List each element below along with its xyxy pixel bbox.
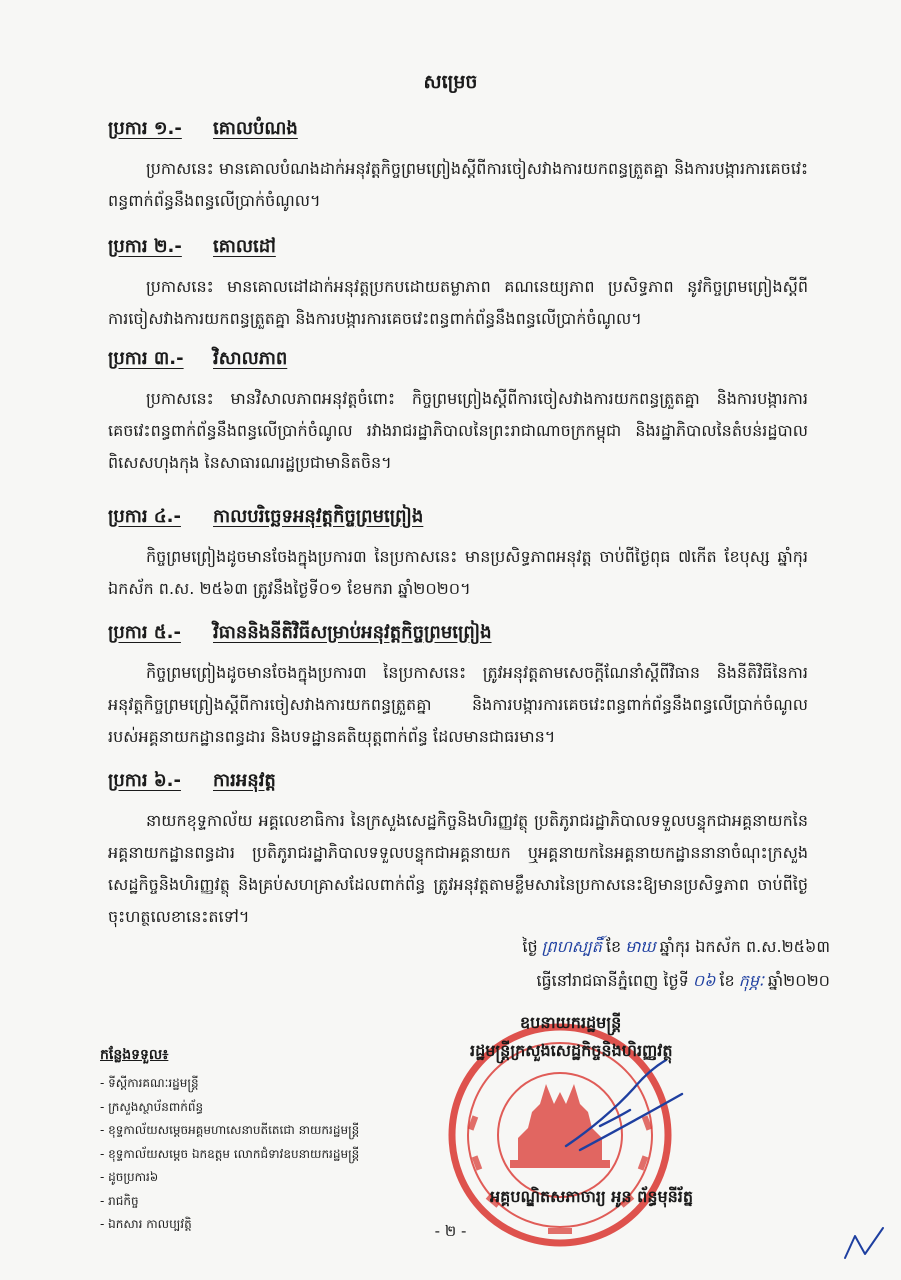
article-header bbox=[108, 504, 808, 531]
solar-year: ឆ្នាំ២០២០ bbox=[767, 971, 830, 990]
article-body: កិច្ចព្រមព្រៀងដូចមានចែងក្នុងប្រការ៣ នៃប្រកាសនេះ មានប្រសិទ្ធភាពអនុវត្ត ចាប់ពីថ្ងៃពុធ ៧កើត ខែបុស្ស ឆ្នាំកុរ ឯកស័ក ព.ស. ២៥៦៣ ត្រូវនឹងថ្ងៃទី០១ ខែមករា ឆ្នាំ២០២០។ bbox=[108, 547, 808, 598]
article-number: ប្រការ ៤.- bbox=[108, 506, 181, 527]
article-number: ប្រការ ៣.- bbox=[108, 348, 184, 369]
article-5 bbox=[108, 620, 808, 753]
recipient-item: - ដូចប្រការ៦ bbox=[100, 1170, 159, 1184]
recipient-item: - ទីស្ដីការគណៈរដ្ឋមន្ត្រី bbox=[100, 1076, 199, 1090]
recipient-item: - ឯកសារ កាលប្បវត្តិ bbox=[100, 1217, 192, 1231]
article-body: ប្រកាសនេះ មានវិសាលភាពអនុវត្តចំពោះ កិច្ចព្រមព្រៀងស្ដីពីការចៀសវាងការយកពន្ធត្រួតគ្នា និងការបង្ការការគេចវេះពន្ធពាក់ព័ន្ធនឹងពន្ធលើប្រាក់ចំណូល រវាងរាជរដ្ឋាភិបាលនៃព្រះរាជាណាចក្រកម្ពុជា និងរដ្ឋាភិបាលនៃតំបន់រដ្ឋបាលពិសេសហុងកុង នៃសាធារណរដ្ឋប្រជាមានិតចិន។ bbox=[108, 389, 808, 472]
solar-month-handwritten: កុម្ភៈ bbox=[738, 971, 764, 990]
lunar-date-line bbox=[410, 930, 830, 964]
article-body: ប្រកាសនេះ មានគោលដៅដាក់អនុវត្តប្រកបដោយតម្លាភាព គណនេយ្យភាព ប្រសិទ្ធភាព នូវកិច្ចព្រមព្រៀងស្ដីពីការចៀសវាងការយកពន្ធត្រួតគ្នា និងការបង្ការការគេចវេះពន្ធពាក់ព័ន្ធនឹងពន្ធលើប្រាក់ចំណូល។ bbox=[108, 277, 808, 328]
article-title: វិសាលភាព bbox=[213, 348, 288, 369]
recipients-block bbox=[100, 1045, 430, 1237]
article-title: វិធាននិងនីតិវិធីសម្រាប់អនុវត្តកិច្ចព្រមព្រៀង bbox=[213, 622, 492, 643]
initial-mark-icon bbox=[841, 1224, 887, 1264]
signer-rank: ឧបនាយករដ្ឋមន្ត្រី bbox=[520, 1013, 622, 1032]
lunar-suffix: ឆ្នាំកុរ ឯកស័ក ព.ស.២៥៦៣ bbox=[659, 937, 830, 956]
article-header bbox=[108, 620, 808, 647]
lunar-month-label: ខែ bbox=[605, 937, 622, 956]
lunar-month-handwritten: មាឃ bbox=[625, 937, 656, 956]
article-3 bbox=[108, 346, 808, 479]
recipients-title: កន្លែងទទួល៖ bbox=[100, 1047, 169, 1063]
solar-month-label: ខែ bbox=[719, 971, 735, 990]
recipient-item: - ខុទ្ទកាល័យសម្ដេច ឯកឧត្ដម លោកជំទាវឧបនាយករដ្ឋមន្ត្រី bbox=[100, 1146, 360, 1161]
article-header bbox=[108, 234, 808, 261]
article-number: ប្រការ ១.- bbox=[108, 118, 182, 139]
solar-prefix: ធ្វើនៅរាជធានីភ្នំពេញ ថ្ងៃទី bbox=[536, 971, 689, 990]
article-header bbox=[108, 116, 808, 143]
article-4 bbox=[108, 504, 808, 605]
article-title: គោលបំណង bbox=[213, 118, 298, 139]
decision-heading: សម្រេច bbox=[423, 71, 478, 93]
solar-day-handwritten: ០៦ bbox=[692, 971, 716, 990]
article-body: កិច្ចព្រមព្រៀងដូចមានចែងក្នុងប្រការ៣ នៃប្រកាសនេះ ត្រូវអនុវត្តតាមសេចក្ដីណែនាំស្ដីពីវិធាន និងនីតិវិធីនៃការអនុវត្តកិច្ចព្រមព្រៀងស្ដីពីការចៀសវាងការយកពន្ធត្រួតគ្នា និងការបង្ការការគេចវេះពន្ធពាក់ព័ន្ធនឹងពន្ធលើប្រាក់ចំណូល របស់អគ្គនាយកដ្ឋានពន្ធដារ និងបទដ្ឋានគតិយុត្តពាក់ព័ន្ធ ដែលមានជាធរមាន។ bbox=[108, 663, 808, 746]
recipient-item: - ក្រសួងស្ថាប័នពាក់ព័ន្ធ bbox=[100, 1099, 204, 1114]
lunar-day-handwritten: ព្រហស្បតិ៍ bbox=[541, 937, 602, 956]
article-number: ប្រការ ២.- bbox=[108, 236, 182, 257]
article-title: ការអនុវត្ត bbox=[213, 770, 276, 791]
article-header bbox=[108, 346, 808, 373]
signature-icon bbox=[560, 1050, 690, 1160]
article-header bbox=[108, 768, 808, 795]
article-number: ប្រការ ៦.- bbox=[108, 770, 181, 791]
signer-name: អគ្គបណ្ឌិតសភាចារ្យ អូន ព័ន្ធមុនីរ័ត្ន bbox=[490, 1187, 694, 1206]
recipient-item: - រាជកិច្ច bbox=[100, 1193, 139, 1208]
article-title: គោលដៅ bbox=[213, 236, 276, 257]
article-6 bbox=[108, 768, 808, 933]
article-1 bbox=[108, 116, 808, 217]
article-2 bbox=[108, 234, 808, 335]
solar-date-line bbox=[410, 964, 830, 998]
recipient-item: - ខុទ្ទកាល័យសម្ដេចអគ្គមហាសេនាបតីតេជោ នាយករដ្ឋមន្ត្រី bbox=[100, 1123, 360, 1137]
article-body: ប្រកាសនេះ មានគោលបំណងដាក់អនុវត្តកិច្ចព្រមព្រៀងស្ដីពីការចៀសវាងការយកពន្ធត្រួតគ្នា និងការបង្ការការគេចវេះពន្ធពាក់ព័ន្ធនឹងពន្ធលើប្រាក់ចំណូល។ bbox=[108, 159, 808, 210]
date-block bbox=[410, 930, 830, 998]
signer-position: រដ្ឋមន្ត្រីក្រសួងសេដ្ឋកិច្ចនិងហិរញ្ញវត្ថុ bbox=[470, 1041, 673, 1060]
article-title: កាលបរិច្ឆេទអនុវត្តកិច្ចព្រមព្រៀង bbox=[213, 506, 424, 527]
page-number: - ២ - bbox=[434, 1222, 467, 1240]
lunar-prefix: ថ្ងៃ bbox=[522, 937, 538, 956]
article-body: នាយកខុទ្ទកាល័យ អគ្គលេខាធិការ នៃក្រសួងសេដ្ឋកិច្ចនិងហិរញ្ញវត្ថុ ប្រតិភូរាជរដ្ឋាភិបាលទទួលបន្ទុកជាអគ្គនាយកនៃអគ្គនាយកដ្ឋានពន្ធដារ ប្រតិភូរាជរដ្ឋាភិបាលទទួលបន្ទុកជាអគ្គនាយក ឬអគ្គនាយកនៃអគ្គនាយកដ្ឋាននានាចំណុះក្រសួងសេដ្ឋកិច្ចនិងហិរញ្ញវត្ថុ និងគ្រប់សហគ្រាសដែលពាក់ព័ន្ធ ត្រូវអនុវត្តតាមខ្លឹមសារនៃប្រកាសនេះឱ្យមានប្រសិទ្ធភាព ចាប់ពីថ្ងៃចុះហត្ថលេខានេះតទៅ។ bbox=[108, 811, 808, 926]
article-number: ប្រការ ៥.- bbox=[108, 622, 181, 643]
